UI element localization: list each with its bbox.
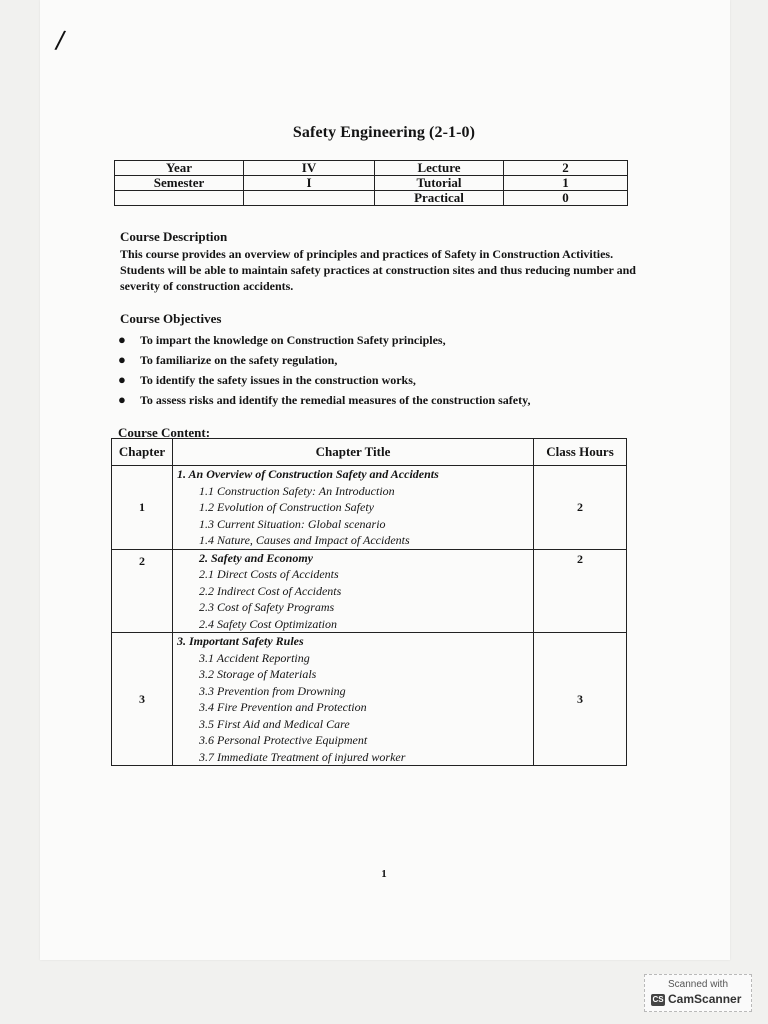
- course-content-table: [111, 438, 627, 766]
- subtopic: 3.2 Storage of Materials: [199, 667, 317, 681]
- bullet-icon: ●: [118, 352, 126, 367]
- subtopic: 3.1 Accident Reporting: [199, 650, 310, 665]
- subtopic: 1.2 Evolution of Construction Safety: [199, 500, 374, 514]
- bullet-icon: ●: [118, 392, 126, 407]
- course-content-heading: Course Content:: [118, 425, 211, 440]
- objectives-list: [118, 330, 530, 410]
- class-hours: 3: [534, 633, 627, 766]
- list-item: [118, 390, 530, 410]
- chapter-topics: [173, 466, 534, 550]
- chapter-title: 1. An Overview of Construction Safety and Accidents: [177, 467, 439, 481]
- subtopic: 3.6 Personal Protective Equipment: [199, 733, 368, 747]
- table-row: [112, 466, 627, 550]
- table-cell: [244, 191, 375, 206]
- chapter-number: 3: [112, 633, 173, 766]
- camscanner-watermark: [644, 974, 752, 1012]
- column-header-chapter: Chapter: [112, 439, 173, 466]
- class-hours: 2: [534, 549, 627, 633]
- page-title: Safety Engineering (2-1-0): [292, 124, 476, 141]
- table-row: [115, 161, 628, 176]
- objective-text: To familiarize on the safety regulation,: [140, 353, 338, 367]
- subtopic: 3.7 Immediate Treatment of injured worker: [199, 749, 406, 764]
- chapter-topics: [173, 633, 534, 766]
- course-objectives-heading: Course Objectives: [120, 311, 222, 326]
- table-cell: 1: [504, 176, 628, 191]
- table-row: [115, 191, 628, 206]
- objective-text: To assess risks and identify the remedial measures of the construction safety,: [140, 393, 531, 407]
- objective-text: To identify the safety issues in the construction works,: [140, 373, 416, 387]
- watermark-caption: Scanned with: [667, 979, 729, 990]
- chapter-number: 2: [112, 549, 173, 633]
- table-cell: IV: [244, 161, 375, 176]
- bullet-icon: ●: [118, 372, 126, 387]
- chapter-topics: [173, 549, 534, 633]
- table-cell: Tutorial: [375, 176, 504, 191]
- table-row: [112, 633, 627, 766]
- watermark-brand: CamScanner: [668, 992, 742, 1006]
- table-cell: 0: [504, 191, 628, 206]
- course-description-heading: Course Description: [120, 229, 228, 244]
- chapter-number: 1: [112, 466, 173, 550]
- column-header-hours: Class Hours: [534, 439, 627, 466]
- chapter-title: 2. Safety and Economy: [199, 550, 313, 565]
- subtopic: 3.4 Fire Prevention and Protection: [199, 700, 367, 714]
- table-cell: Year: [115, 161, 244, 176]
- subtopic: 3.5 First Aid and Medical Care: [199, 716, 350, 731]
- table-cell: Lecture: [375, 161, 504, 176]
- list-item: [118, 370, 530, 390]
- subtopic: 1.1 Construction Safety: An Introduction: [199, 483, 395, 498]
- list-item: [118, 330, 530, 350]
- subtopic: 2.4 Safety Cost Optimization: [199, 616, 337, 631]
- list-item: [118, 350, 530, 370]
- table-cell: Semester: [115, 176, 244, 191]
- table-cell: 2: [504, 161, 628, 176]
- table-cell: Practical: [375, 191, 504, 206]
- table-header-row: [112, 439, 627, 466]
- class-hours: 2: [534, 466, 627, 550]
- credits-table: [114, 160, 628, 206]
- camscanner-logo-icon: CS: [652, 995, 664, 1004]
- subtopic: 1.4 Nature, Causes and Impact of Accidents: [199, 533, 410, 547]
- objective-text: To impart the knowledge on Construction Safety principles,: [140, 333, 446, 347]
- pen-mark: /: [53, 23, 67, 58]
- page-number: 1: [381, 868, 387, 880]
- subtopic: 2.2 Indirect Cost of Accidents: [199, 583, 342, 598]
- chapter-title: 3. Important Safety Rules: [177, 634, 304, 648]
- subtopic: 2.1 Direct Costs of Accidents: [199, 567, 339, 581]
- subtopic: 2.3 Cost of Safety Programs: [199, 600, 335, 614]
- table-cell: I: [244, 176, 375, 191]
- subtopic: 1.3 Current Situation: Global scenario: [199, 516, 386, 531]
- table-row: [115, 176, 628, 191]
- bullet-icon: ●: [118, 332, 126, 347]
- subtopic: 3.3 Prevention from Drowning: [199, 683, 346, 698]
- table-row: [112, 549, 627, 633]
- course-description-text: This course provides an overview of principles and practices of Safety in Construction Activities. Students will be able to maintain safety practices at construction sites and thus reducing number and severity of construction accidents.: [120, 247, 636, 293]
- column-header-title: Chapter Title: [173, 439, 534, 466]
- table-cell: [115, 191, 244, 206]
